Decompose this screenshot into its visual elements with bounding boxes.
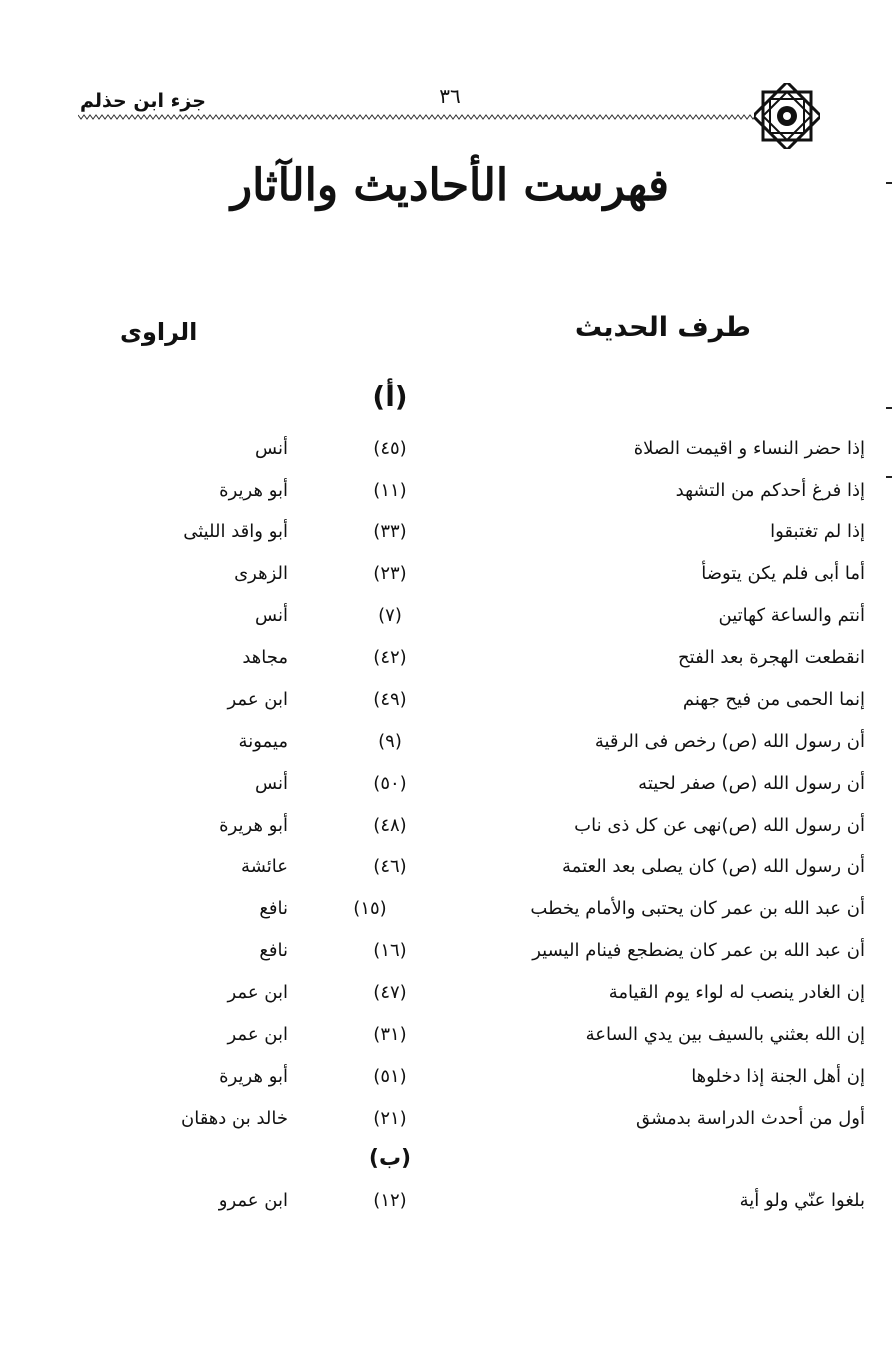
index-row: [0, 605, 893, 645]
margin-tick: [886, 476, 892, 478]
hadith-incipit: أما أبى فلم يكن يتوضأ: [701, 563, 865, 584]
header-rule: [78, 114, 758, 120]
narrator: أبو واقد الليثى: [183, 521, 288, 542]
hadith-incipit: أن رسول الله (ص) رخص فى الرقية: [594, 731, 865, 752]
narrator: نافع: [259, 940, 288, 961]
index-row: [0, 438, 893, 478]
narrator: أبو هريرة: [219, 480, 288, 501]
hadith-number: (٥١): [373, 1066, 407, 1087]
index-row: [0, 815, 893, 855]
star-ornament-icon: [754, 83, 820, 149]
hadith-incipit: إن الله بعثني بالسيف بين يدي الساعة: [585, 1024, 865, 1045]
narrator: الزهرى: [234, 563, 288, 584]
narrator: ميمونة: [238, 731, 288, 752]
index-row: [0, 689, 893, 729]
index-row: [0, 940, 893, 980]
hadith-number: (٤٦): [373, 856, 407, 877]
hadith-incipit: أنتم والساعة كهاتين: [718, 605, 865, 626]
hadith-number: (٧): [378, 605, 402, 626]
index-row: [0, 898, 893, 938]
hadith-number: (٩): [378, 731, 402, 752]
section-letter-alif: (أ): [372, 380, 408, 413]
index-row: [0, 521, 893, 561]
narrator: أنس: [255, 605, 288, 626]
hadith-number: (٣١): [373, 1024, 407, 1045]
hadith-incipit: إذا فرغ أحدكم من التشهد: [675, 480, 865, 501]
narrator: ابن عمر: [227, 982, 288, 1003]
hadith-number: (٤٨): [373, 815, 407, 836]
hadith-number: (١٥): [353, 898, 387, 919]
hadith-incipit: أن رسول الله (ص) كان يصلى بعد العتمة: [562, 856, 865, 877]
margin-tick: [886, 182, 892, 184]
narrator: أبو هريرة: [219, 1066, 288, 1087]
hadith-incipit: أن رسول الله (ص)نهى عن كل ذى ناب: [574, 815, 865, 836]
hadith-number: (١١): [373, 480, 407, 501]
hadith-incipit: أن عبد الله بن عمر كان يحتبى والأمام يخطب: [530, 898, 865, 919]
narrator: ابن عمر: [227, 1024, 288, 1045]
narrator: أنس: [255, 438, 288, 459]
book-title: جزء ابن حذلم: [80, 90, 206, 112]
index-row: [0, 856, 893, 896]
hadith-number: (١٢): [373, 1190, 407, 1211]
narrator: ابن عمر: [227, 689, 288, 710]
index-row: [0, 1190, 893, 1230]
narrator: نافع: [259, 898, 288, 919]
hadith-incipit: أول من أحدث الدراسة بدمشق: [635, 1108, 865, 1129]
hadith-incipit: إنما الحمى من فيح جهنم: [682, 689, 865, 710]
index-row: [0, 731, 893, 771]
hadith-number: (٤٢): [373, 647, 407, 668]
hadith-number: (٢٣): [373, 563, 407, 584]
hadith-number: (١٦): [373, 940, 407, 961]
hadith-incipit: إذا حضر النساء و اقيمت الصلاة: [633, 438, 865, 459]
index-row: [0, 563, 893, 603]
hadith-incipit: إن أهل الجنة إذا دخلوها: [691, 1066, 865, 1087]
hadith-incipit: أن رسول الله (ص) صفر لحيته: [638, 773, 865, 794]
hadith-number: (٢١): [373, 1108, 407, 1129]
index-row: [0, 773, 893, 813]
narrator: خالد بن دهقان: [180, 1108, 288, 1129]
hadith-number: (٥٠): [373, 773, 407, 794]
column-header-narrator: الراوى: [120, 318, 198, 346]
hadith-incipit: بلغوا عنّي ولو أية: [739, 1190, 865, 1211]
narrator: ابن عمرو: [218, 1190, 288, 1211]
hadith-number: (٣٣): [373, 521, 407, 542]
index-row: [0, 647, 893, 687]
section-letter-ba: (ب): [368, 1146, 412, 1171]
narrator: عائشة: [241, 856, 288, 877]
page-number: ٣٦: [439, 84, 461, 108]
page-title: فهرست الأحاديث والآثار: [230, 160, 670, 211]
narrator: أنس: [255, 773, 288, 794]
hadith-incipit: أن عبد الله بن عمر كان يضطجع فينام اليسير: [532, 940, 865, 961]
index-row: [0, 1108, 893, 1148]
narrator: أبو هريرة: [219, 815, 288, 836]
hadith-incipit: انقطعت الهجرة بعد الفتح: [678, 647, 865, 668]
hadith-number: (٤٧): [373, 982, 407, 1003]
index-row: [0, 1066, 893, 1106]
hadith-incipit: إذا لم تغتبقوا: [770, 521, 865, 542]
column-header-hadith: طرف الحديث: [574, 312, 751, 343]
index-row: [0, 1024, 893, 1064]
index-row: [0, 982, 893, 1022]
margin-tick: [886, 407, 892, 409]
narrator: مجاهد: [242, 647, 288, 668]
hadith-number: (٤٩): [373, 689, 407, 710]
index-row: [0, 480, 893, 520]
hadith-number: (٤٥): [373, 438, 407, 459]
hadith-incipit: إن الغادر ينصب له لواء يوم القيامة: [608, 982, 865, 1003]
